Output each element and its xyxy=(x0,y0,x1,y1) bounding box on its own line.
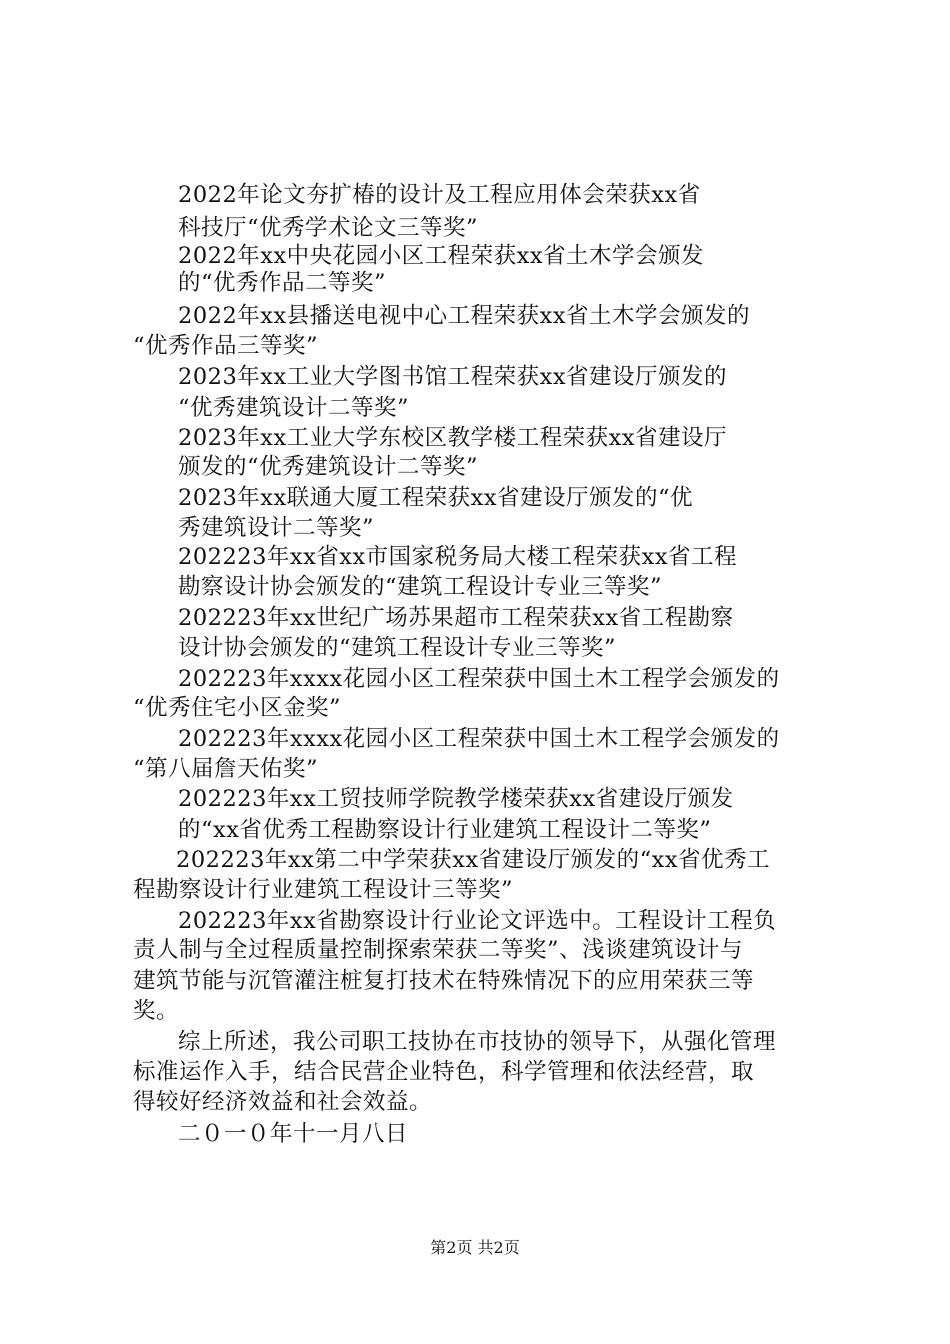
text-line: 2023年xx联通大厦工程荣获xx省建设厅颁发的“优 xyxy=(178,485,694,511)
text-line: 2022年论文夯扩椿的设计及工程应用体会荣获xx省 xyxy=(178,182,701,208)
text-line: 2023年xx工业大学东校区教学楼工程荣获xx省建设厅 xyxy=(178,425,728,451)
text-line: 建筑节能与沉管灌注桩复打技术在特殊情况下的应用荣获三等 xyxy=(133,968,755,994)
text-line: 2022年xx中央花园小区工程荣获xx省土木学会颁发 xyxy=(178,243,705,269)
text-line: 综上所述，我公司职工技协在市技协的领导下，从强化管理 xyxy=(178,1029,777,1055)
text-line: 202223年xxxx花园小区工程荣获中国土木工程学会颁发的 xyxy=(178,666,780,692)
text-line: 2022年xx县播送电视中心工程荣获xx省土木学会颁发的 xyxy=(178,303,751,329)
text-line: 勘察设计协会颁发的“建筑工程设计专业三等奖” xyxy=(178,574,663,600)
text-line: 的“优秀作品二等奖” xyxy=(178,270,387,296)
text-line: 202223年xx省勘察设计行业论文评选中。工程设计工程负 xyxy=(178,908,777,934)
text-line: 202223年xx世纪广场苏果超市工程荣获xx省工程勘察 xyxy=(178,605,734,631)
text-line: 202223年xx工贸技师学院教学楼荣获xx省建设厅颁发 xyxy=(178,786,734,812)
page-number-footer: 第2页 共2页 xyxy=(430,1238,520,1257)
text-line: 设计协会颁发的“建筑工程设计专业三等奖” xyxy=(178,635,617,661)
text-line: 2023年xx工业大学图书馆工程荣获xx省建设厅颁发的 xyxy=(178,364,728,390)
text-line: 202223年xx第二中学荣获xx省建设厅颁发的“xx省优秀工 xyxy=(176,847,771,873)
text-line: 科技厅“优秀学术论文三等奖” xyxy=(178,215,479,241)
text-line: 秀建筑设计二等奖” xyxy=(178,515,375,541)
text-line: 202223年xxxx花园小区工程荣获中国土木工程学会颁发的 xyxy=(178,726,780,752)
text-line: 责人制与全过程质量控制探索荣获二等奖”、浅谈建筑设计与 xyxy=(133,937,744,963)
text-line: “优秀作品三等奖” xyxy=(133,333,319,359)
text-line: 奖。 xyxy=(133,998,180,1024)
text-line: “第八届詹天佑奖” xyxy=(133,756,319,782)
signature-date: 二０一０年十一月八日 xyxy=(178,1121,409,1147)
text-line: 202223年xx省xx市国家税务局大楼工程荣获xx省工程 xyxy=(178,544,738,570)
text-line: 颁发的“优秀建筑设计二等奖” xyxy=(178,454,479,480)
text-line: 标准运作入手，结合民营企业特色，科学管理和依法经营，取 xyxy=(133,1059,755,1085)
text-line: 得较好经济效益和社会效益。 xyxy=(133,1089,433,1115)
text-line: “优秀住宅小区金奖” xyxy=(133,695,342,721)
text-line: 程勘察设计行业建筑工程设计三等奖” xyxy=(133,877,514,903)
text-line: “优秀建筑设计二等奖” xyxy=(178,395,410,421)
text-line: 的“xx省优秀工程勘察设计行业建筑工程设计二等奖” xyxy=(178,817,712,843)
